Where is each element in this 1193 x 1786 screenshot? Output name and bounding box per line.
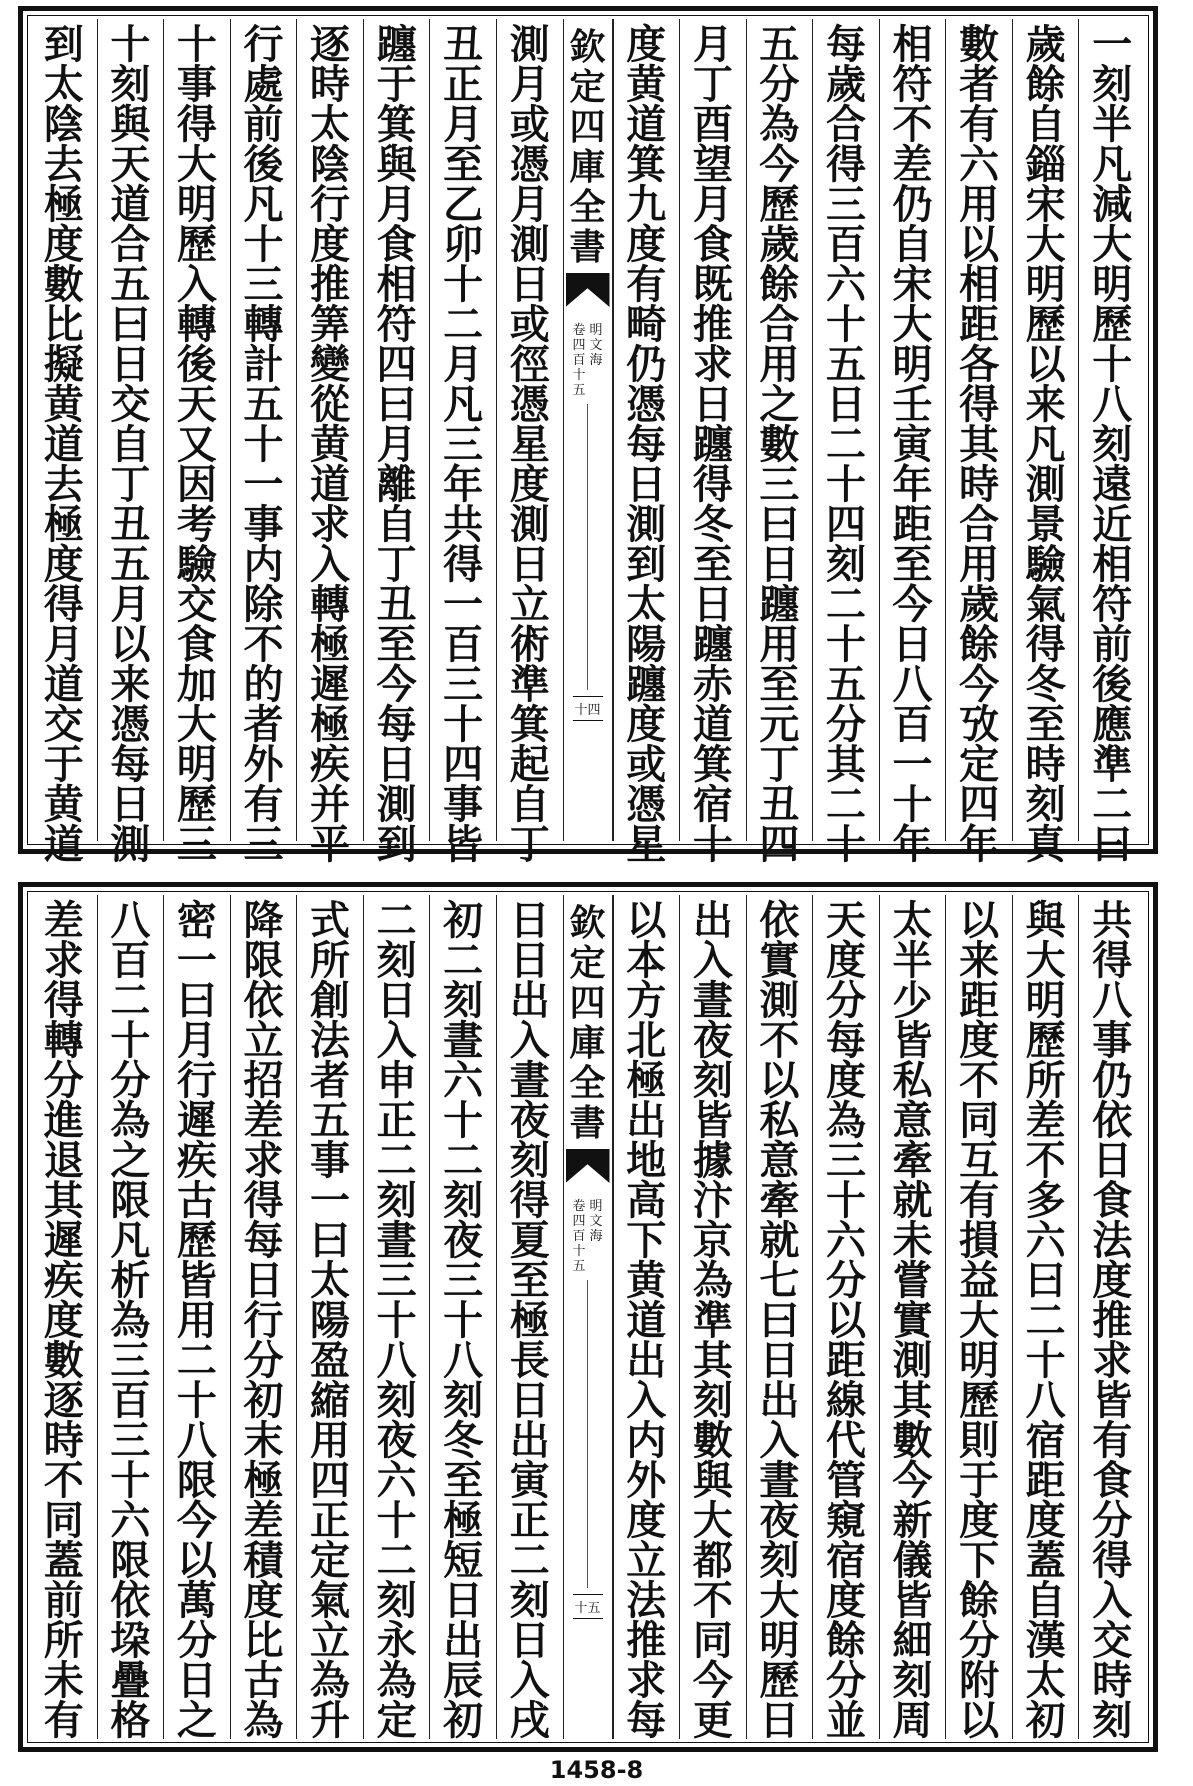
bottom-columns xyxy=(31,895,1145,1744)
top-text-column: 一 刻 半 凡 減 大 明 歷 十 八 刻 遠 近 相 符 前 後 應 準 二 曰 xyxy=(1078,19,1145,841)
top-text-column: 逐 時 太 陰 行 度 推 筭 變 從 黄 道 求 入 轉 極 遲 極 疾 并 平 xyxy=(296,19,363,841)
top-text-column: 五 分 為 今 歷 歲 餘 合 用 之 數 三 曰 日 躔 用 至 元 丁 丑 四 xyxy=(746,19,813,841)
top-book-label: 明 文 海 xyxy=(589,323,603,368)
top-center-rule xyxy=(587,404,588,690)
bottom-text-column: 差 求 得 轉 分 進 退 其 遲 疾 度 數 逐 時 不 同 蓋 前 所 未 有 xyxy=(43,897,84,1744)
top-leaf-number: 十四 xyxy=(573,696,603,721)
bottom-volume-label: 卷 四 百 十 五 xyxy=(572,1199,586,1274)
top-collection-title: 欽 定 四 庫 全 書 xyxy=(569,26,606,268)
bottom-text-column: 初 二 刻 晝 六 十 二 刻 夜 三 十 八 刻 冬 至 極 短 日 出 辰 初 xyxy=(429,895,496,1739)
bottom-page xyxy=(18,882,1158,1752)
top-text-column: 月 丁 酉 望 月 食 既 推 求 日 躔 得 冬 至 日 躔 赤 道 箕 宿 十 xyxy=(679,19,746,841)
top-center-strip xyxy=(563,19,613,841)
bottom-collection-title: 欽 定 四 庫 全 書 xyxy=(569,902,606,1144)
fish-tail-mark-icon xyxy=(566,1149,610,1183)
bottom-text-column: 依 實 測 不 以 私 意 牽 就 七 曰 日 出 入 晝 夜 刻 大 明 歷 日 xyxy=(746,895,813,1739)
bottom-text-column: 降 限 依 立 招 差 求 得 每 日 行 分 初 末 極 差 積 度 比 古 為 xyxy=(230,895,297,1739)
top-text-column: 到 太 陰 去 極 度 數 比 擬 黄 道 去 極 度 得 月 道 交 于 黄 道 xyxy=(43,21,84,868)
top-text-column: 歲 餘 自 錙 宋 大 明 歷 以 来 凡 測 景 驗 氣 得 冬 至 時 刻 真 xyxy=(1012,19,1079,841)
bottom-text-column: 天 度 分 每 度 為 三 十 六 分 以 距 線 代 管 窺 宿 度 餘 分 並 xyxy=(812,895,879,1739)
bottom-text-column: 密 一 曰 月 行 遲 疾 古 歷 皆 用 二 十 八 限 今 以 萬 分 日 之 xyxy=(163,895,230,1739)
bottom-text-column: 日 日 出 入 晝 夜 刻 得 夏 至 極 長 日 出 寅 正 二 刻 日 入 戌 xyxy=(496,895,563,1739)
top-text-column: 十 事 得 大 明 歷 入 轉 後 天 又 因 考 驗 交 食 加 大 明 歷 三 xyxy=(163,19,230,841)
bottom-text-column: 八 百 二 十 分 為 之 限 凡 析 為 三 百 三 十 六 限 依 垜 疊 格 xyxy=(97,895,164,1739)
bottom-text-column: 出 入 晝 夜 刻 皆 據 汴 京 為 準 其 刻 數 與 大 都 不 同 今 更 xyxy=(679,895,746,1739)
bottom-text-column: 以 来 距 度 不 同 互 有 損 益 大 明 歷 則 于 度 下 餘 分 附 以 xyxy=(945,895,1012,1739)
fish-tail-mark-icon xyxy=(566,273,610,307)
top-text-column: 丑 正 月 至 乙 卯 十 二 月 凡 三 年 共 得 一 百 三 十 四 事 皆 xyxy=(429,19,496,841)
top-text-column: 每 歲 合 得 三 百 六 十 五 日 二 十 四 刻 二 十 五 分 其 二 十 xyxy=(812,19,879,841)
top-text-column: 度 黄 道 箕 九 度 有 畸 仍 憑 每 日 測 到 太 陽 躔 度 或 憑 星 xyxy=(613,19,680,841)
top-text-column: 十 刻 與 天 道 合 五 曰 日 交 自 丁 丑 五 月 以 来 憑 每 日 測 xyxy=(97,19,164,841)
bottom-center-rule xyxy=(587,1280,588,1588)
bottom-text-column: 以 本 方 北 極 出 地 高 下 黄 道 出 入 内 外 度 立 法 推 求 每 xyxy=(613,895,680,1739)
top-volume-label: 卷 四 百 十 五 xyxy=(572,323,586,398)
top-text-column: 躔 于 箕 與 月 食 相 符 四 曰 月 離 自 丁 丑 至 今 每 日 測 到 xyxy=(363,19,430,841)
top-page xyxy=(18,6,1158,868)
bottom-leaf-number: 十五 xyxy=(573,1594,603,1619)
top-text-column: 測 月 或 憑 月 測 日 或 徑 憑 星 度 測 日 立 術 準 箕 起 自 丁 xyxy=(496,19,563,841)
bottom-text-column: 與 大 明 歷 所 差 不 多 六 曰 二 十 八 宿 距 度 蓋 自 漢 太 初 xyxy=(1012,895,1079,1739)
bottom-text-column: 共 得 八 事 仍 依 日 食 法 度 推 求 皆 有 食 分 得 入 交 時 刻 xyxy=(1078,895,1145,1739)
bottom-center-strip xyxy=(563,895,613,1739)
top-text-column: 數 者 有 六 用 以 相 距 各 得 其 時 合 用 歲 餘 今 攷 定 四 年 xyxy=(945,19,1012,841)
top-columns xyxy=(31,19,1145,868)
bottom-text-column: 式 所 創 法 者 五 事 一 曰 太 陽 盈 縮 用 四 正 定 氣 立 為 升 xyxy=(296,895,363,1739)
top-text-column: 行 處 前 後 凡 十 三 轉 計 五 十 一 事 内 除 不 的 者 外 有 三 xyxy=(230,19,297,841)
bottom-text-column: 太 半 少 皆 私 意 牽 就 未 嘗 實 測 其 數 今 新 儀 皆 細 刻 周 xyxy=(879,895,946,1739)
page-footer-number: 1458-8 xyxy=(549,1756,644,1784)
bottom-book-label: 明 文 海 xyxy=(589,1199,603,1244)
top-text-column: 相 符 不 差 仍 自 宋 大 明 壬 寅 年 距 至 今 日 八 百 一 十 年 xyxy=(879,19,946,841)
bottom-text-column: 二 刻 日 入 申 正 二 刻 晝 三 十 八 刻 夜 六 十 二 刻 永 為 定 xyxy=(363,895,430,1739)
